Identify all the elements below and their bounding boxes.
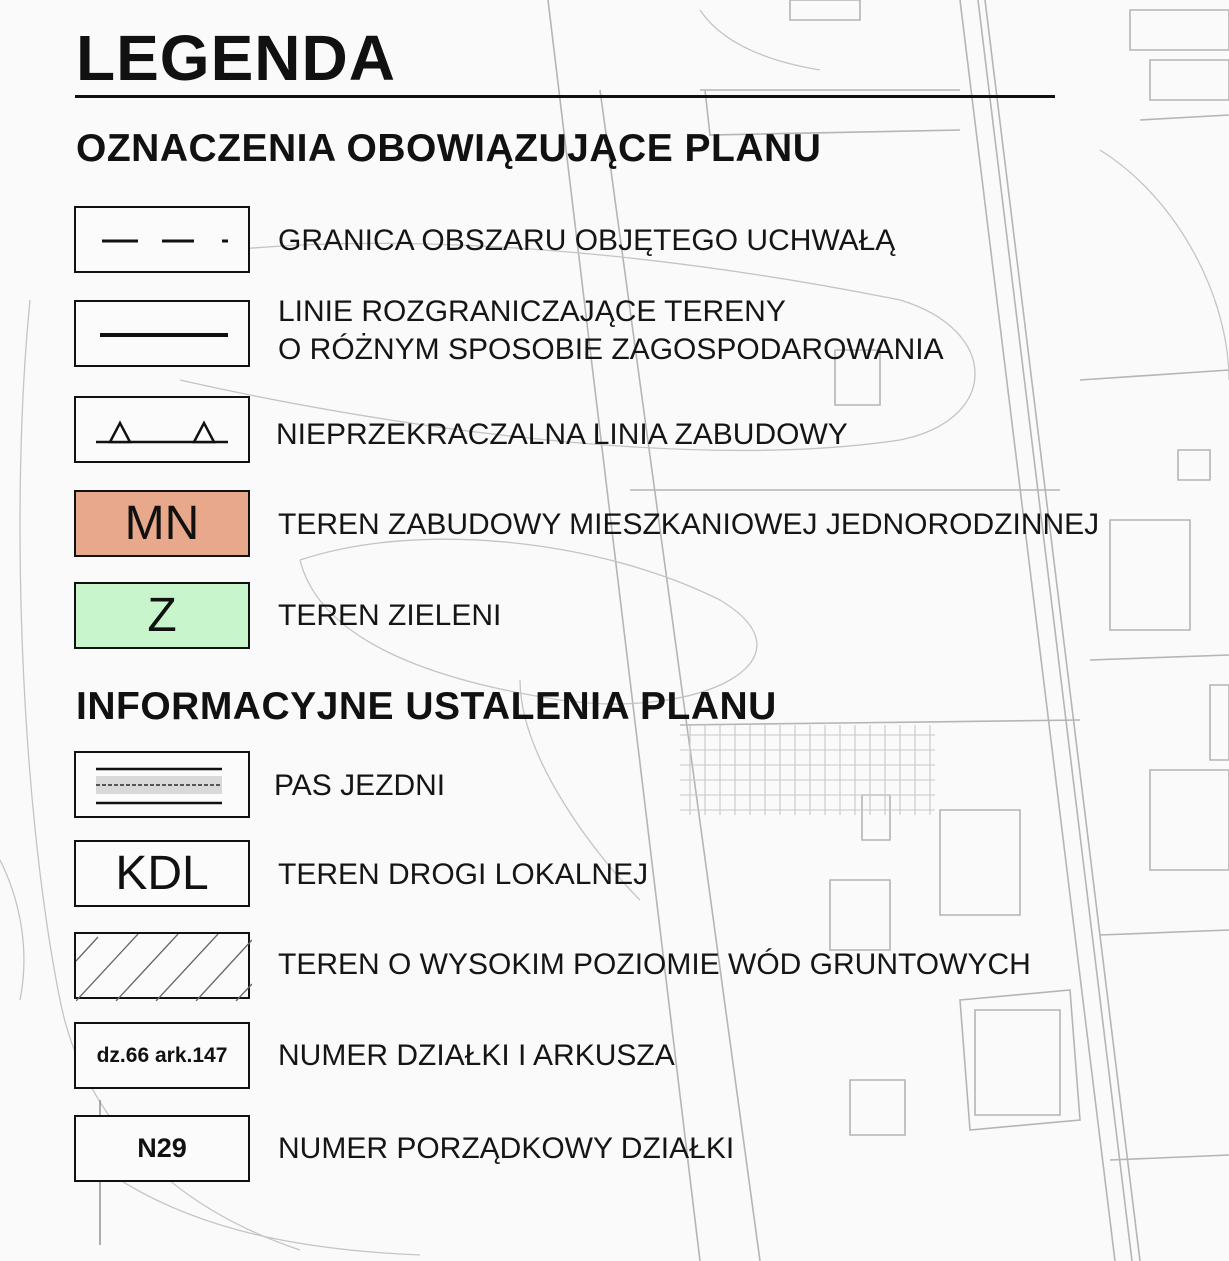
legend-label-greenery: TEREN ZIELENI xyxy=(278,599,502,632)
legend-label-parcel-sheet: NUMER DZIAŁKI I ARKUSZA xyxy=(278,1039,675,1072)
parcel-order-symbol xyxy=(74,1115,250,1182)
boundary-line-symbol xyxy=(74,206,250,273)
section-heading-informative: INFORMACYJNE USTALENIA PLANU xyxy=(76,685,777,728)
road-lanes-icon xyxy=(76,753,252,820)
diagonal-hatch-icon xyxy=(76,934,252,1001)
parcel-sheet-symbol xyxy=(74,1022,250,1089)
legend-label-groundwater: TEREN O WYSOKIM POZIOMIE WÓD GRUNTOWYCH xyxy=(278,948,1031,981)
greenery-code: Z xyxy=(147,588,177,642)
road-lane-symbol xyxy=(74,751,250,818)
legend-label-dividing-lines-1: LINIE ROZGRANICZAJĄCE TERENY xyxy=(278,295,786,328)
dividing-line-symbol xyxy=(74,300,250,367)
legend-label-road-lanes: PAS JEZDNI xyxy=(274,769,446,802)
title-divider xyxy=(75,95,1055,98)
parcel-sheet-code: dz.66 ark.147 xyxy=(96,1044,228,1067)
legend-title: LEGENDA xyxy=(76,22,396,94)
groundwater-symbol xyxy=(74,932,250,999)
parcel-order-code: N29 xyxy=(137,1133,187,1163)
legend-label-building-line: NIEPRZEKRACZALNA LINIA ZABUDOWY xyxy=(276,418,848,451)
residential-area-symbol xyxy=(74,490,250,557)
dash-dot-line-icon xyxy=(76,208,252,275)
residential-code: MN xyxy=(124,496,200,550)
section-heading-binding: OZNACZENIA OBOWIĄZUJĄCE PLANU xyxy=(76,127,822,170)
greenery-area-symbol xyxy=(74,582,250,649)
triangle-line-icon xyxy=(76,398,252,465)
legend-label-residential: TEREN ZABUDOWY MIESZKANIOWEJ JEDNORODZINNEJ xyxy=(278,508,1100,541)
local-road-symbol xyxy=(74,840,250,907)
solid-line-icon xyxy=(76,302,252,369)
legend-label-boundary: GRANICA OBSZARU OBJĘTEGO UCHWAŁĄ xyxy=(278,224,896,257)
legend-label-parcel-order: NUMER PORZĄDKOWY DZIAŁKI xyxy=(278,1132,735,1165)
local-road-code: KDL xyxy=(115,846,209,900)
legend-label-dividing-lines-2: O RÓŻNYM SPOSOBIE ZAGOSPODAROWANIA xyxy=(278,333,944,366)
legend-label-local-road: TEREN DROGI LOKALNEJ xyxy=(278,858,649,891)
building-line-symbol xyxy=(74,396,250,463)
